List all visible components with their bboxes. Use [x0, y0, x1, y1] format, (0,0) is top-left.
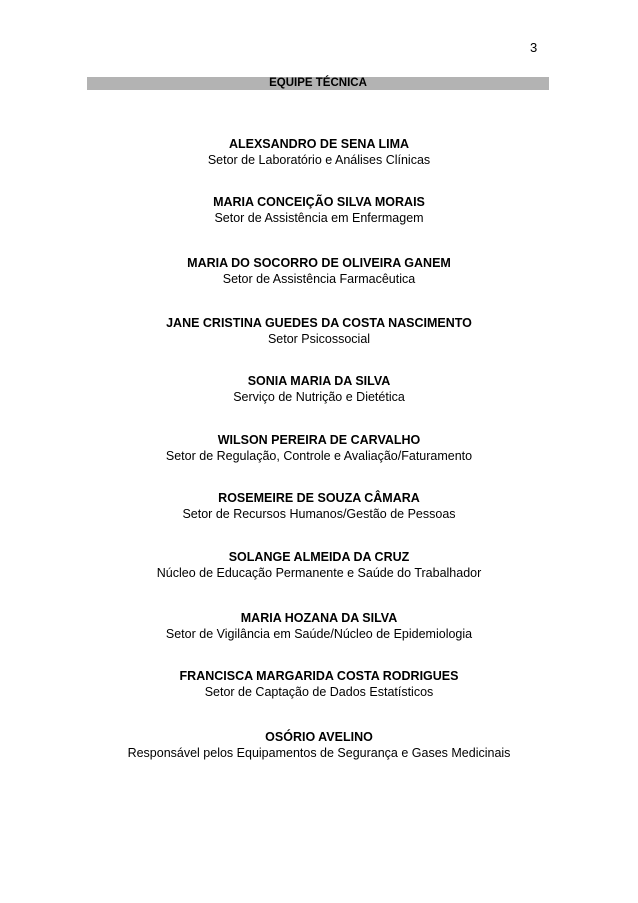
member-role: Núcleo de Educação Permanente e Saúde do Trabalhador [156, 566, 482, 580]
team-member [0, 490, 638, 523]
member-name: MARIA DO SOCORRO DE OLIVEIRA GANEM [187, 256, 451, 270]
member-role: Setor Psicossocial [267, 332, 371, 346]
member-name: FRANCISCA MARGARIDA COSTA RODRIGUES [179, 669, 459, 683]
member-name: ROSEMEIRE DE SOUZA CÂMARA [218, 491, 420, 505]
member-role: Setor de Captação de Dados Estatísticos [204, 685, 434, 699]
page-number: 3 [530, 40, 538, 55]
member-name: OSÓRIO AVELINO [265, 730, 373, 744]
member-role: Serviço de Nutrição e Dietética [233, 390, 405, 404]
member-name: ALEXSANDRO DE SENA LIMA [228, 137, 410, 151]
member-name: WILSON PEREIRA DE CARVALHO [217, 433, 421, 447]
team-member [0, 610, 638, 643]
team-member [0, 432, 638, 465]
member-role: Responsável pelos Equipamentos de Segurança e Gases Medicinais [127, 746, 511, 760]
member-role: Setor de Laboratório e Análises Clínicas [207, 153, 431, 167]
team-member [0, 668, 638, 701]
member-role: Setor de Recursos Humanos/Gestão de Pessoas [182, 507, 456, 521]
member-role: Setor de Assistência em Enfermagem [214, 211, 424, 225]
member-name: MARIA CONCEIÇÃO SILVA MORAIS [213, 195, 425, 209]
team-member [0, 315, 638, 348]
team-member [0, 549, 638, 582]
member-name: SOLANGE ALMEIDA DA CRUZ [228, 550, 410, 564]
section-title: EQUIPE TÉCNICA [269, 77, 367, 89]
team-member [0, 136, 638, 169]
member-name: MARIA HOZANA DA SILVA [240, 611, 398, 625]
team-member [0, 373, 638, 406]
member-name: JANE CRISTINA GUEDES DA COSTA NASCIMENTO [166, 316, 472, 330]
member-role: Setor de Regulação, Controle e Avaliação/Faturamento [165, 449, 473, 463]
member-role: Setor de Assistência Farmacêutica [222, 272, 416, 286]
team-member [0, 194, 638, 227]
member-name: SONIA MARIA DA SILVA [247, 374, 391, 388]
team-member [0, 729, 638, 762]
member-role: Setor de Vigilância em Saúde/Núcleo de Epidemiologia [165, 627, 473, 641]
team-member [0, 255, 638, 288]
